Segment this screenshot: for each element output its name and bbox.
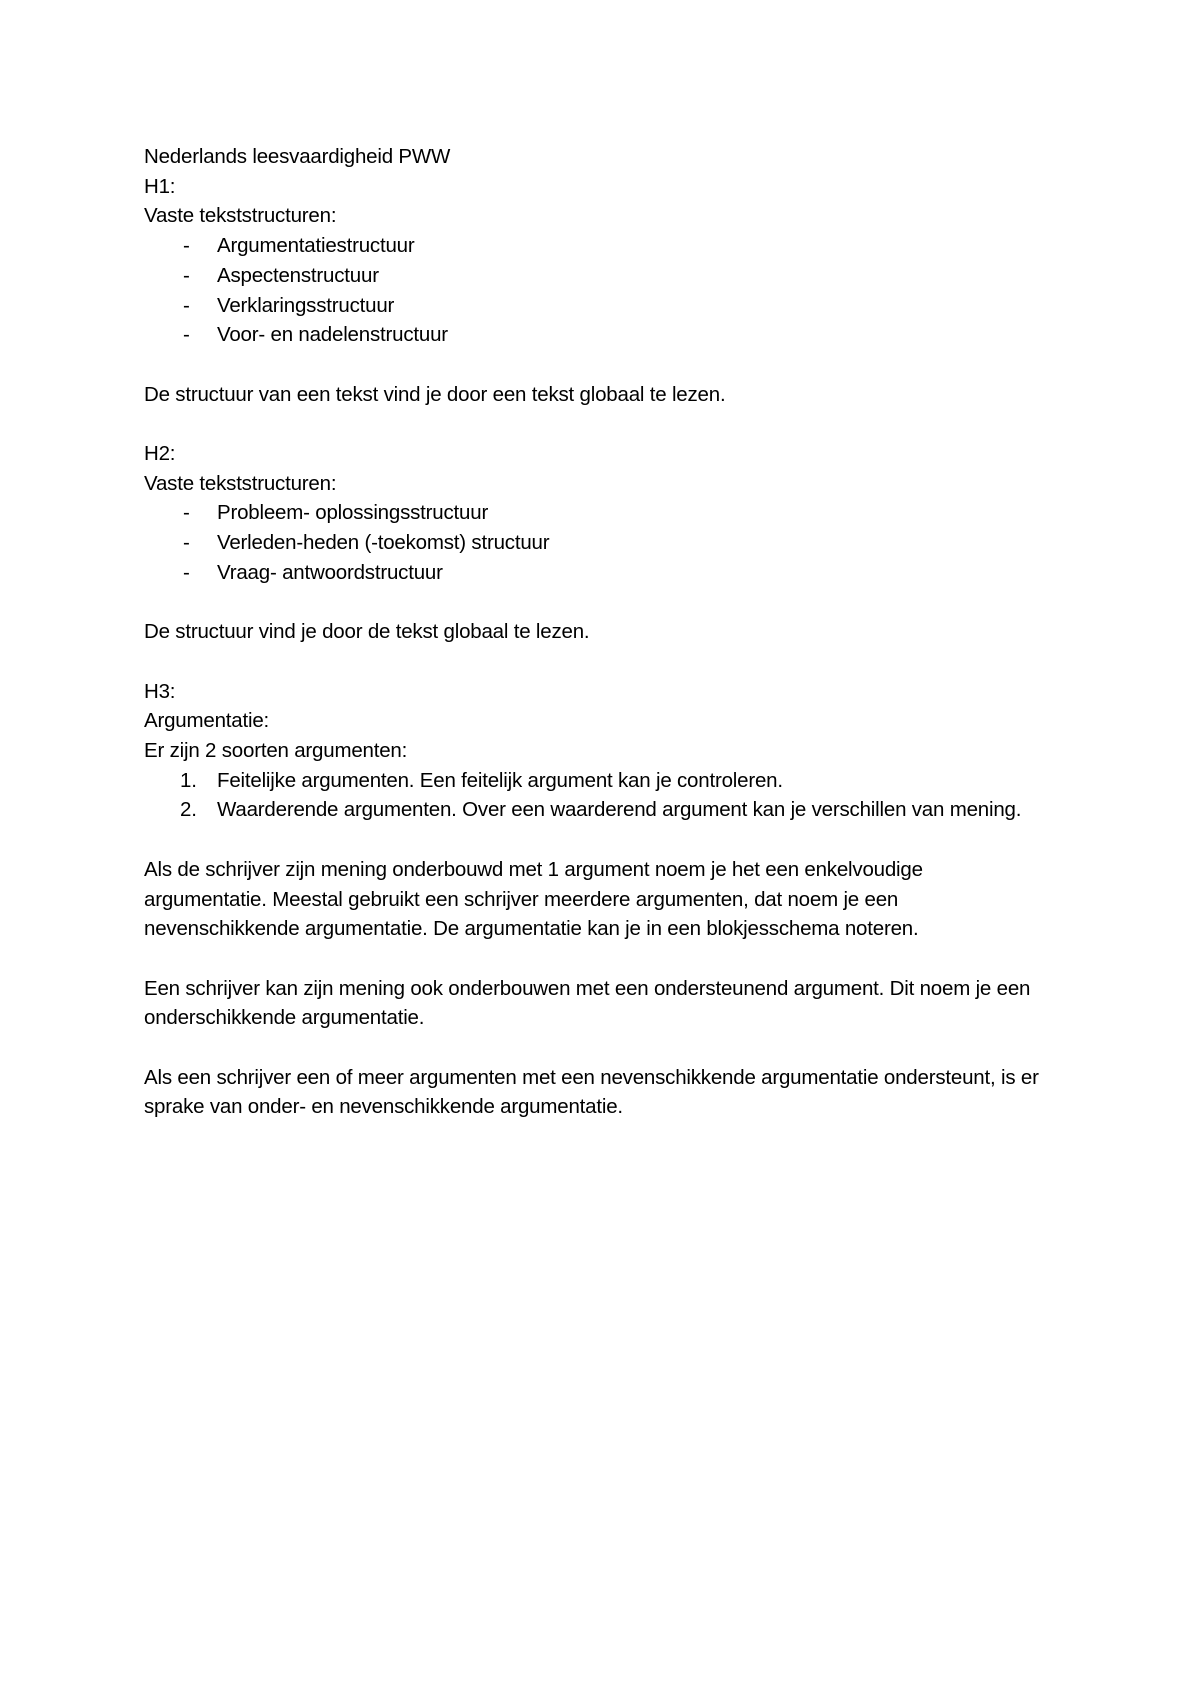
list-item [144,291,1044,321]
paragraph: Als de schrijver zijn mening onderbouwd met 1 argument noem je het een enkelvoudige argumentatie. Meestal gebruikt een schrijver meerdere argumenten, dat noem je een nevenschikkende argumentatie. De argumentatie kan je in een blokjesschema noteren. [144,857,923,941]
blank-line [144,409,1044,439]
list-item-text: Waarderende argumenten. Over een waarderend argument kan je verschillen van mening. [217,798,1022,822]
blank-line [144,944,1044,974]
dash-marker: - [183,560,190,584]
list-item-text: Probleem- oplossingsstructuur [217,501,489,525]
list-item-text: Vraag- antwoordstructuur [217,560,443,584]
list-item [144,528,1044,558]
paragraph: De structuur vind je door de tekst globaal te lezen. [144,620,590,644]
blank-line [144,1033,1044,1063]
number-marker: 2. [180,798,197,822]
blank-line [144,825,1044,855]
dash-marker: - [183,531,190,555]
list-item-text: Feitelijke argumenten. Een feitelijk argument kan je controleren. [217,768,783,792]
dash-marker: - [183,293,190,317]
list-item-text: Voor- en nadelenstructuur [217,323,448,347]
blank-line [144,350,1044,380]
blank-line [144,588,1044,618]
paragraph: Een schrijver kan zijn mening ook onderbouwen met een ondersteunend argument. Dit noem je een onderschikkende argumentatie. [144,976,1031,1030]
dash-marker: - [183,234,190,258]
section-subheading: Vaste tekststructuren: [144,471,337,495]
section-subheading: Vaste tekststructuren: [144,204,337,228]
blank-line [144,647,1044,677]
bullet-list [144,231,1044,350]
number-marker: 1. [180,768,197,792]
section-heading-h1: H1: [144,174,176,198]
list-item [144,795,1044,825]
document-title: Nederlands leesvaardigheid PWW [144,145,451,168]
document-page [144,142,1044,1122]
list-item-text: Verleden-heden (-toekomst) structuur [217,531,550,555]
dash-marker: - [183,501,190,525]
paragraph: De structuur van een tekst vind je door een tekst globaal te lezen. [144,382,726,406]
list-item [144,320,1044,350]
list-item-text: Verklaringsstructuur [217,293,395,317]
paragraph: Als een schrijver een of meer argumenten met een nevenschikkende argumentatie ondersteunt, is er sprake van onder- en nevenschikkende argumentatie. [144,1065,1039,1119]
list-item [144,498,1044,528]
dash-marker: - [183,263,190,287]
section-heading-h3: H3: [144,679,176,703]
list-item [144,558,1044,588]
list-item [144,766,1044,796]
list-intro: Er zijn 2 soorten argumenten: [144,739,408,762]
bullet-list [144,498,1044,587]
list-item-text: Argumentatiestructuur [217,234,415,258]
section-subheading: Argumentatie: [144,709,270,733]
list-item-text: Aspectenstructuur [217,263,379,287]
list-item [144,231,1044,261]
numbered-list [144,766,1044,825]
section-heading-h2: H2: [144,442,176,465]
dash-marker: - [183,323,190,347]
list-item [144,261,1044,291]
